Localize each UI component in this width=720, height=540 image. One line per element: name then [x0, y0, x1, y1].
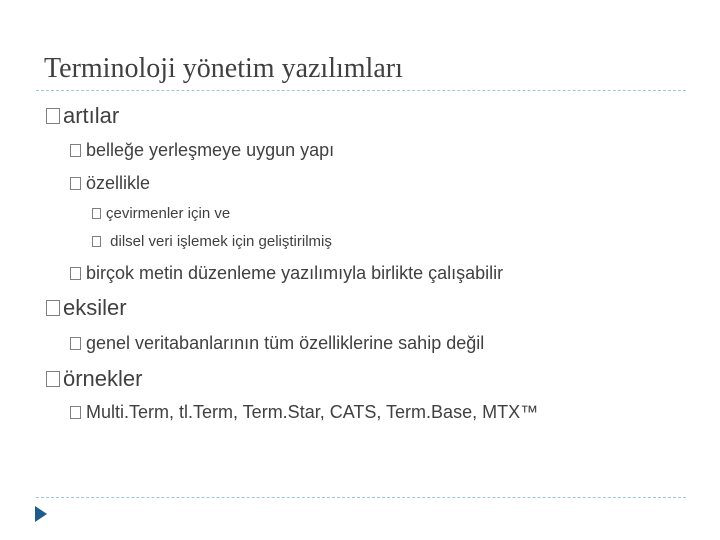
bullet-bellege [70, 140, 334, 161]
square-bullet-icon [70, 337, 81, 350]
square-bullet-icon [46, 300, 60, 316]
slide-title: Terminoloji yönetim yazılımları [44, 53, 403, 84]
bullet-bircok [70, 263, 503, 284]
footer-divider [36, 497, 686, 498]
bullet-text: artılar [63, 103, 120, 128]
square-bullet-icon [70, 177, 81, 190]
bullet-artilar [46, 103, 119, 129]
triangle-arrow-icon [34, 505, 48, 523]
bullet-text: özellikle [86, 173, 151, 193]
square-bullet-icon [46, 108, 60, 124]
bullet-text: dilsel veri işlemek için geliştirilmiş [106, 233, 332, 250]
square-bullet-icon [92, 236, 101, 247]
bullet-text: eksiler [63, 295, 127, 320]
bullet-text: çevirmenler için ve [106, 205, 231, 222]
bullet-genel [70, 333, 484, 354]
bullet-multiterm [70, 402, 538, 423]
square-bullet-icon [92, 208, 101, 219]
bullet-ozellikle [70, 173, 150, 194]
square-bullet-icon [70, 406, 81, 419]
title-divider [36, 90, 686, 91]
bullet-eksiler [46, 295, 127, 321]
bullet-ornekler [46, 366, 142, 392]
square-bullet-icon [70, 267, 81, 280]
bullet-text: genel veritabanlarının tüm özelliklerine sahip değil [86, 333, 485, 353]
bullet-cevirmenler [92, 205, 230, 222]
square-bullet-icon [70, 144, 81, 157]
bullet-text: Multi.Term, tl.Term, Term.Star, CATS, Term.Base, MTX™ [86, 402, 539, 422]
bullet-text: örnekler [63, 366, 143, 391]
bullet-dilsel [92, 233, 332, 250]
bullet-text: belleğe yerleşmeye uygun yapı [86, 140, 335, 160]
bullet-text: birçok metin düzenleme yazılımıyla birlikte çalışabilir [86, 263, 504, 283]
square-bullet-icon [46, 371, 60, 387]
